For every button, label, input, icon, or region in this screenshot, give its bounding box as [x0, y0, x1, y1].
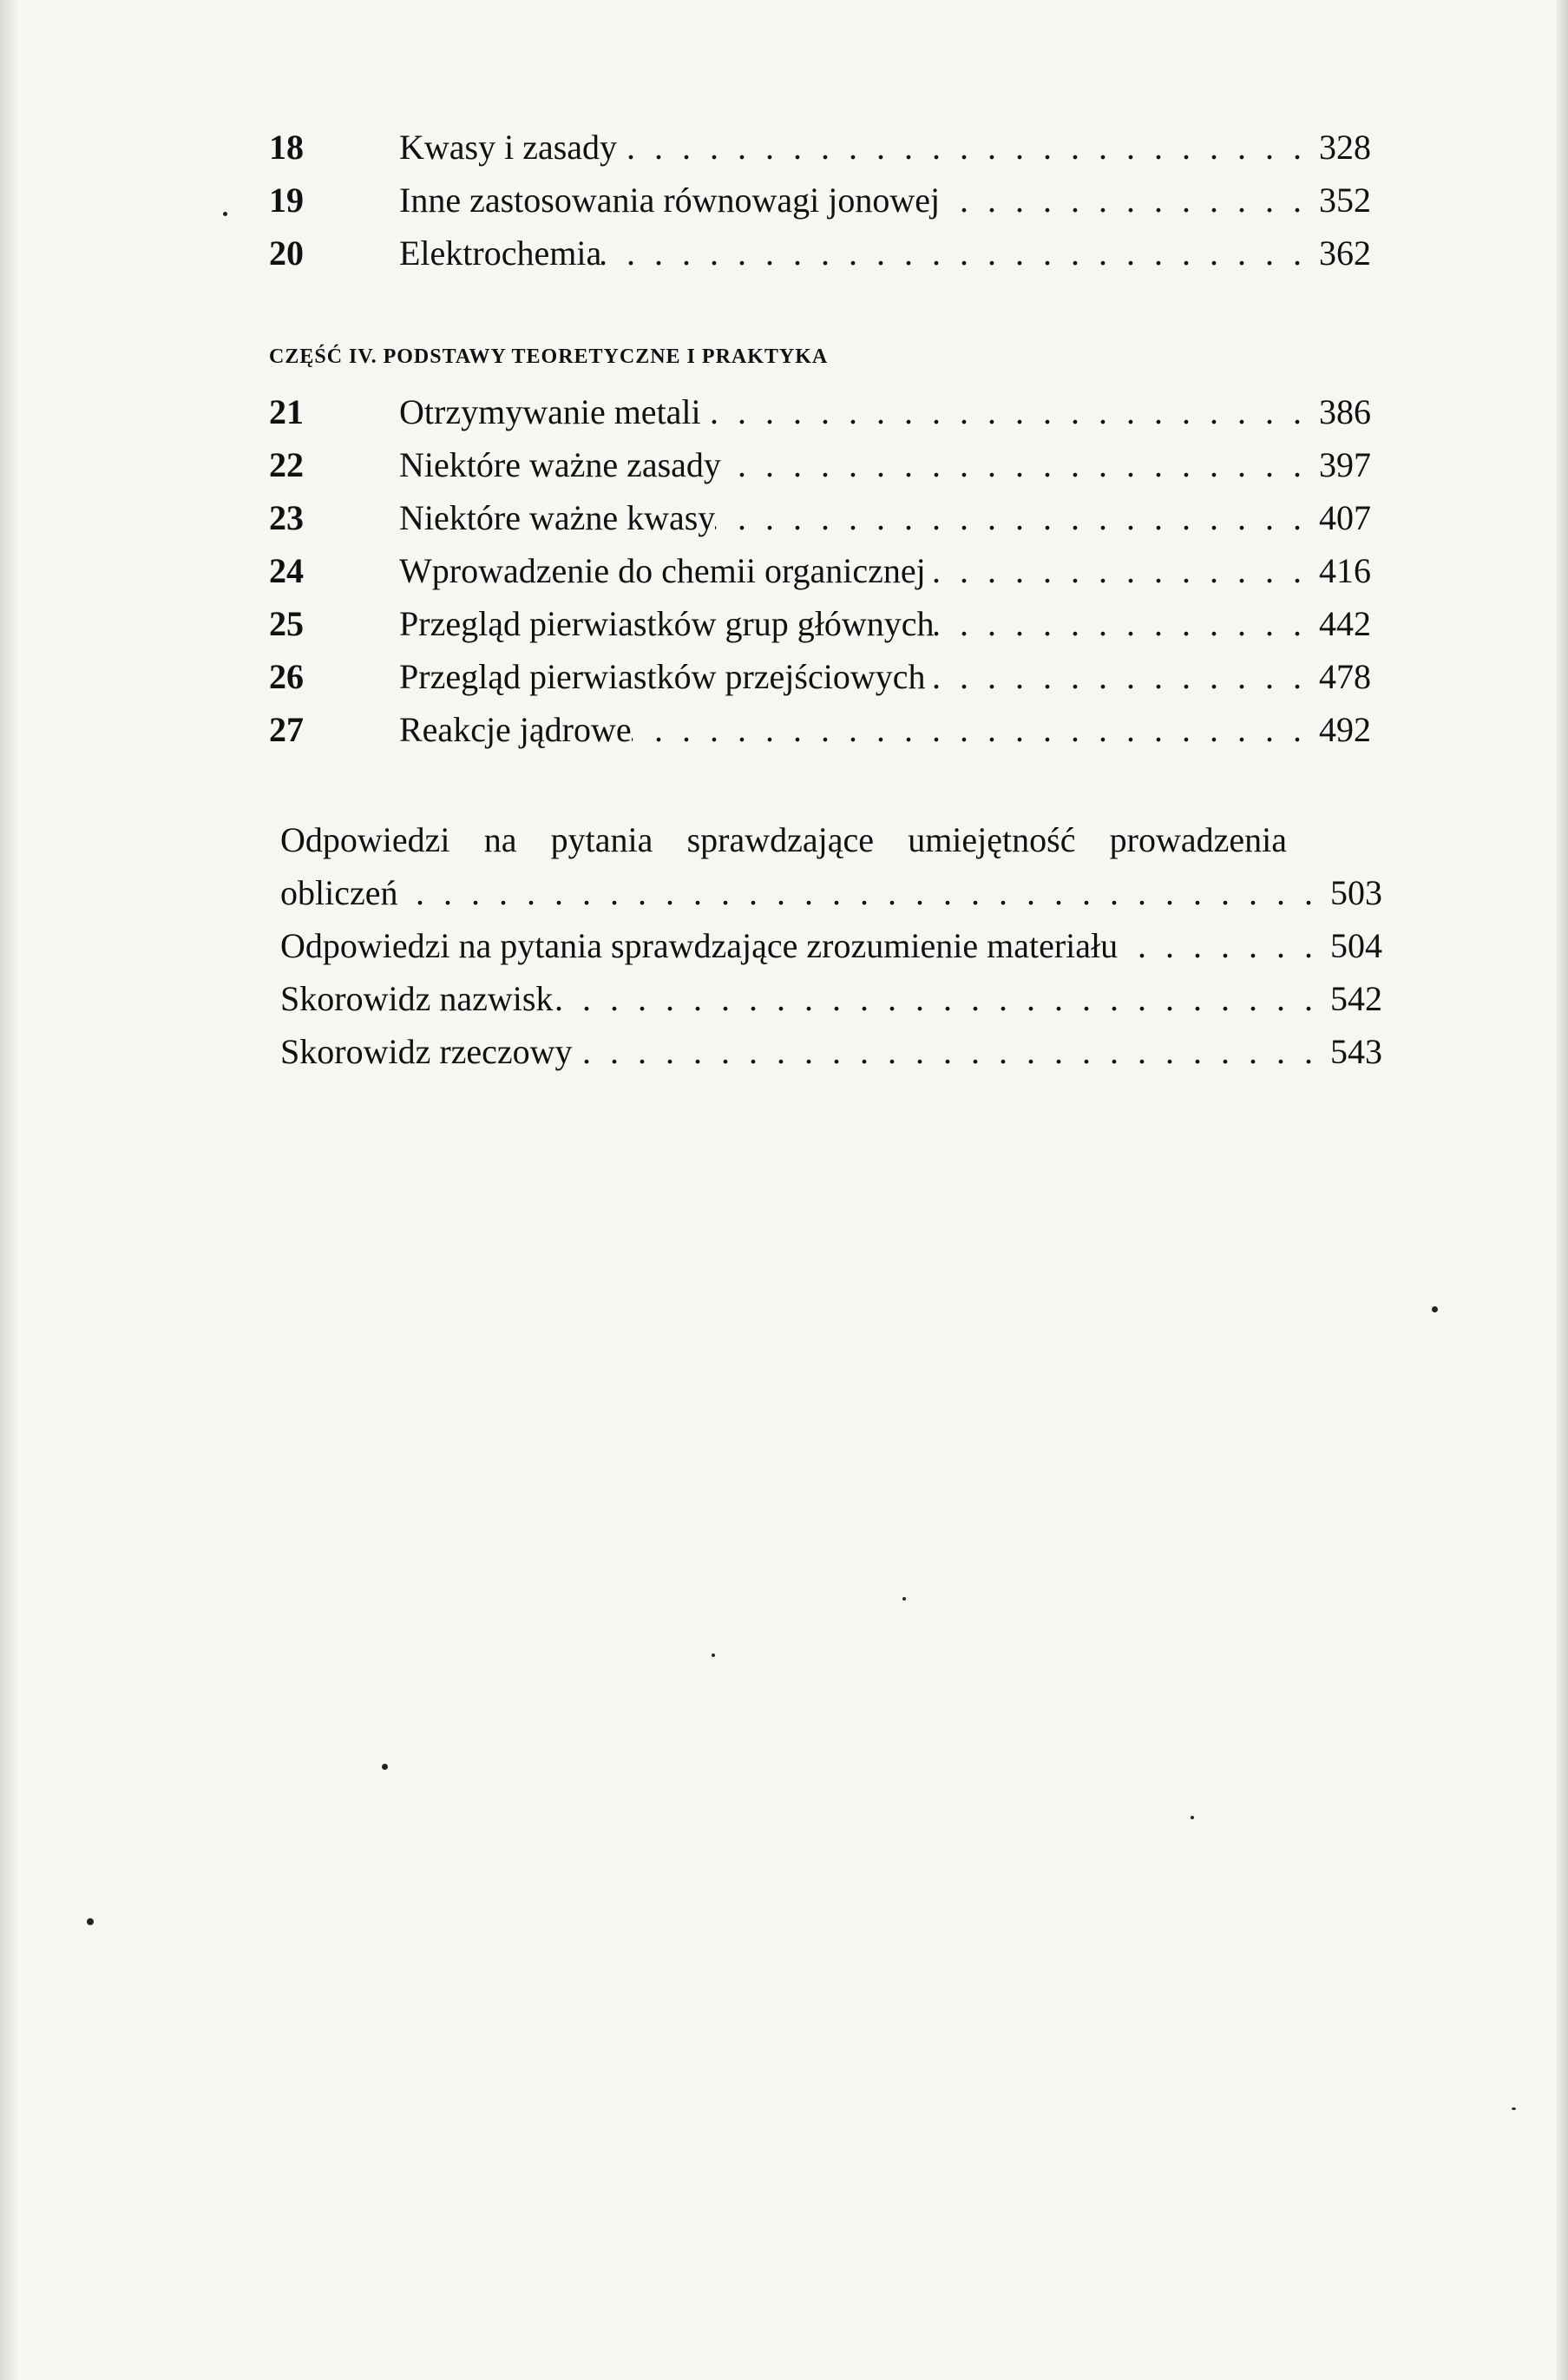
- appendix-subject-index: [280, 1028, 1382, 1076]
- chapter-title: Wprowadzenie do chemii organicznej: [399, 551, 926, 590]
- chapter-number: 21: [269, 392, 304, 431]
- page-number: 503: [1330, 873, 1382, 912]
- chapter-title: Niektóre ważne zasady: [399, 445, 721, 484]
- appendix-name-index: [280, 975, 1382, 1023]
- scan-speck: [1512, 2107, 1516, 2110]
- chapter-title: Reakcje jądrowe: [399, 710, 632, 749]
- chapter-number: 23: [269, 498, 304, 537]
- chapter-number: 26: [269, 657, 304, 696]
- chapter-title: Przegląd pierwiastków przejściowych: [399, 657, 926, 696]
- scan-speck: [382, 1764, 388, 1770]
- chapter-title: Otrzymywanie metali: [399, 392, 701, 431]
- page-number: 442: [1319, 604, 1371, 643]
- dot-leader: [940, 176, 1307, 225]
- page-number: 328: [1319, 128, 1371, 167]
- chapter-title: Niektóre ważne kwasy: [399, 498, 716, 537]
- entry-title: obliczeń: [280, 873, 398, 912]
- dot-leader: [553, 975, 1318, 1023]
- toc-entry-21: [269, 388, 1371, 437]
- page-number: 352: [1319, 181, 1371, 220]
- scan-speck: [712, 1654, 715, 1657]
- dot-leader: [925, 653, 1307, 701]
- toc-entry-26: [269, 653, 1371, 701]
- dot-leader: [573, 1028, 1318, 1076]
- scan-speck: [902, 1597, 906, 1601]
- part-heading: CZĘŚĆ IV. PODSTAWY TEORETYCZNE I PRAKTYKA: [269, 345, 829, 368]
- scan-speck: [223, 212, 227, 216]
- appendix-calc-answers-line1: [280, 816, 1287, 865]
- chapter-title: Kwasy i zasady: [399, 128, 618, 167]
- word: pytania: [550, 820, 653, 859]
- appendix-calc-answers-line2: [280, 869, 1382, 917]
- scan-edge-shadow: [1556, 0, 1568, 2380]
- word: na: [483, 820, 517, 859]
- toc-entry-24: [269, 547, 1371, 595]
- dot-leader: [617, 123, 1307, 172]
- chapter-title: Elektrochemia: [399, 233, 602, 273]
- page-number: 397: [1319, 445, 1371, 484]
- dot-leader: [398, 869, 1319, 917]
- scan-speck: [1191, 1816, 1194, 1819]
- page-number: 504: [1330, 926, 1382, 965]
- word: prowadzenia: [1109, 820, 1287, 859]
- toc-entry-19: [269, 176, 1371, 225]
- page-number: 492: [1319, 710, 1371, 749]
- dot-leader: [1118, 922, 1318, 970]
- appendix-understanding-answers: [280, 922, 1382, 970]
- chapter-number: 27: [269, 710, 304, 749]
- toc-entry-18: [269, 123, 1371, 172]
- chapter-number: 22: [269, 445, 304, 484]
- dot-leader: [721, 441, 1307, 490]
- dot-leader: [715, 494, 1307, 542]
- dot-leader: [935, 600, 1307, 648]
- toc-entry-25: [269, 600, 1371, 648]
- entry-title: Odpowiedzi na pytania sprawdzające zrozumienie materiału: [280, 926, 1119, 965]
- scan-speck: [87, 1918, 94, 1925]
- page-number: 407: [1319, 498, 1371, 537]
- chapter-number: 25: [269, 604, 304, 643]
- page-number: 542: [1330, 979, 1382, 1018]
- dot-leader: [632, 706, 1307, 754]
- word: Odpowiedzi: [280, 820, 450, 859]
- entry-title: Skorowidz nazwisk: [280, 979, 554, 1018]
- entry-title: Skorowidz rzeczowy: [280, 1032, 573, 1071]
- page-number: 362: [1319, 233, 1371, 273]
- page-number: 416: [1319, 551, 1371, 590]
- scan-binding-shadow: [0, 0, 19, 2380]
- page-number: 386: [1319, 392, 1371, 431]
- word: umiejętność: [908, 820, 1076, 859]
- chapter-title: Przegląd pierwiastków grup głównych: [399, 604, 935, 643]
- toc-entry-20: [269, 229, 1371, 278]
- chapter-number: 20: [269, 233, 304, 273]
- scan-speck: [1432, 1306, 1438, 1312]
- toc-entry-23: [269, 494, 1371, 542]
- toc-entry-22: [269, 441, 1371, 490]
- page-number: 478: [1319, 657, 1371, 696]
- chapter-number: 24: [269, 551, 304, 590]
- dot-leader: [701, 388, 1307, 437]
- dot-leader: [601, 229, 1307, 278]
- dot-leader: [926, 547, 1307, 595]
- page-number: 543: [1330, 1032, 1382, 1071]
- chapter-number: 19: [269, 181, 304, 220]
- word: sprawdzające: [686, 820, 874, 859]
- toc-entry-27: [269, 706, 1371, 754]
- chapter-number: 18: [269, 128, 304, 167]
- chapter-title: Inne zastosowania równowagi jonowej: [399, 181, 941, 220]
